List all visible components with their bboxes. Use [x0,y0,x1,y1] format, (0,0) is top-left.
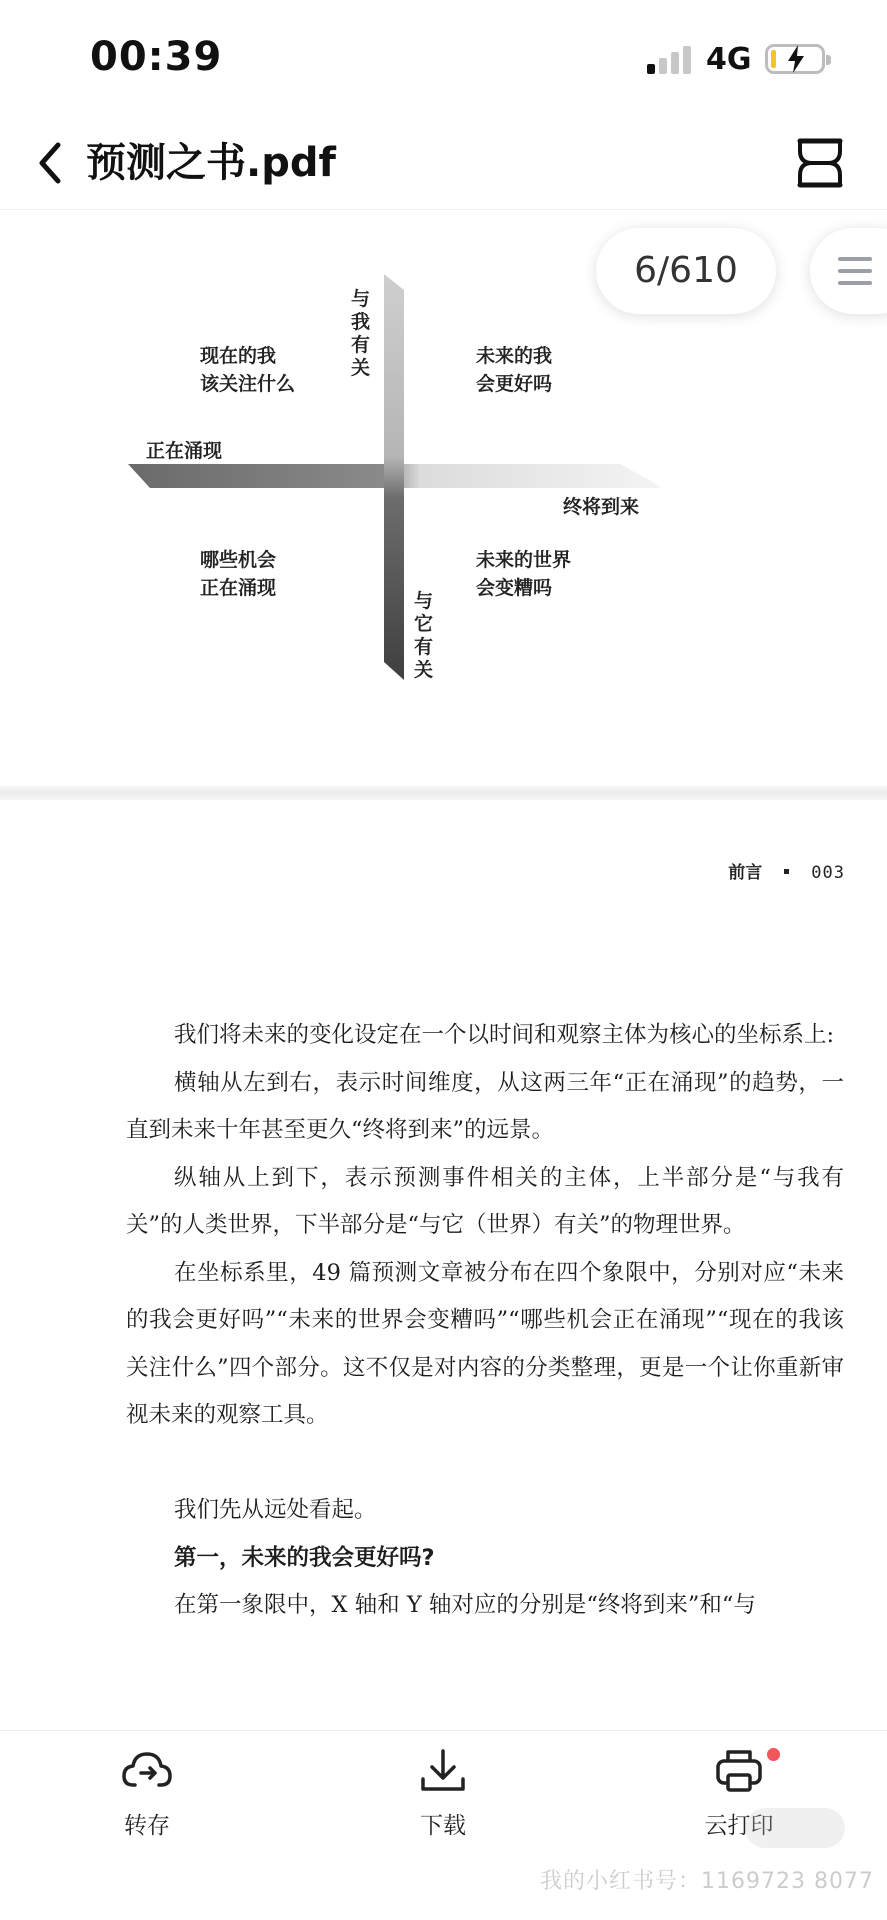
print-label: 云打印 [704,1813,774,1839]
status-time: 00:39 [90,34,223,80]
status-bar [0,0,887,115]
page-header [728,858,845,883]
document-title: 预测之书.pdf [86,140,336,186]
save-to-cloud-button[interactable] [87,1745,207,1855]
paragraph: 我们先从远处看起。 [174,1497,377,1523]
battery-icon [765,44,825,74]
download-button[interactable] [383,1745,503,1855]
notification-dot [767,1748,780,1761]
paragraph-spacer [126,1440,844,1488]
fullscreen-button[interactable] [792,135,848,191]
axis-label-left: 正在涌现 [146,440,223,462]
save-label: 转存 [124,1813,170,1839]
paragraph: 横轴从左到右，表示时间维度，从这两三年“正在涌现”的趋势，一直到未来十年甚至更久“终将到来”的远景。 [126,1069,844,1143]
section-name: 前言 [728,863,763,883]
paragraph: 在坐标系里，49 篇预测文章被分布在四个象限中，分别对应“未来的我会更好吗”“未来的世界会变糟吗”“哪些机会正在涌现”“现在的我该关注什么”四个部分。这不仅是对内容的分类整理，更是一个让你重新审视未来的观察工具。 [126,1259,844,1428]
page-indicator[interactable]: 6/610 [596,228,776,314]
nav-bar [0,115,887,210]
network-type: 4G [706,42,752,77]
chevron-left-icon [22,133,82,193]
back-button[interactable] [22,133,82,193]
charging-bolt-icon [784,44,808,74]
page-separator [0,786,887,800]
download-icon [417,1745,469,1797]
axis-label-top: 与我有关 [351,288,371,379]
cloud-save-icon [121,1745,173,1797]
watermark-logo [745,1808,845,1848]
page-body-text [126,1012,844,1630]
quadrant-top-left: 现在的我 该关注什么 [200,345,296,395]
signal-strength-icon [647,44,693,74]
quadrant-top-right: 未来的我 会更好吗 [476,345,553,395]
axis-label-right: 终将到来 [563,496,640,518]
quadrant-bottom-left: 哪些机会 正在涌现 [200,549,277,599]
paragraph: 在第一象限中，X 轴和 Y 轴对应的分别是“终将到来”和“与 [174,1592,756,1618]
paragraph: 纵轴从上到下，表示预测事件相关的主体，上半部分是“与我有关”的人类世界，下半部分是“与它（世界）有关”的物理世界。 [126,1164,844,1238]
quadrant-bottom-right: 未来的世界 会变糟吗 [476,549,572,599]
printer-icon [713,1745,765,1797]
axis-label-bottom: 与它有关 [414,590,434,681]
outline-menu-button[interactable] [810,228,887,314]
download-label: 下载 [420,1813,466,1839]
expand-icon [792,135,848,191]
page-number: 003 [811,863,845,883]
section-heading: 第一，未来的我会更好吗? [174,1544,435,1571]
watermark-text: 我的小红书号：1169723 8077 [540,1869,874,1894]
header-dot [784,869,789,874]
paragraph: 我们将未来的变化设定在一个以时间和观察主体为核心的坐标系上: [174,1022,835,1048]
